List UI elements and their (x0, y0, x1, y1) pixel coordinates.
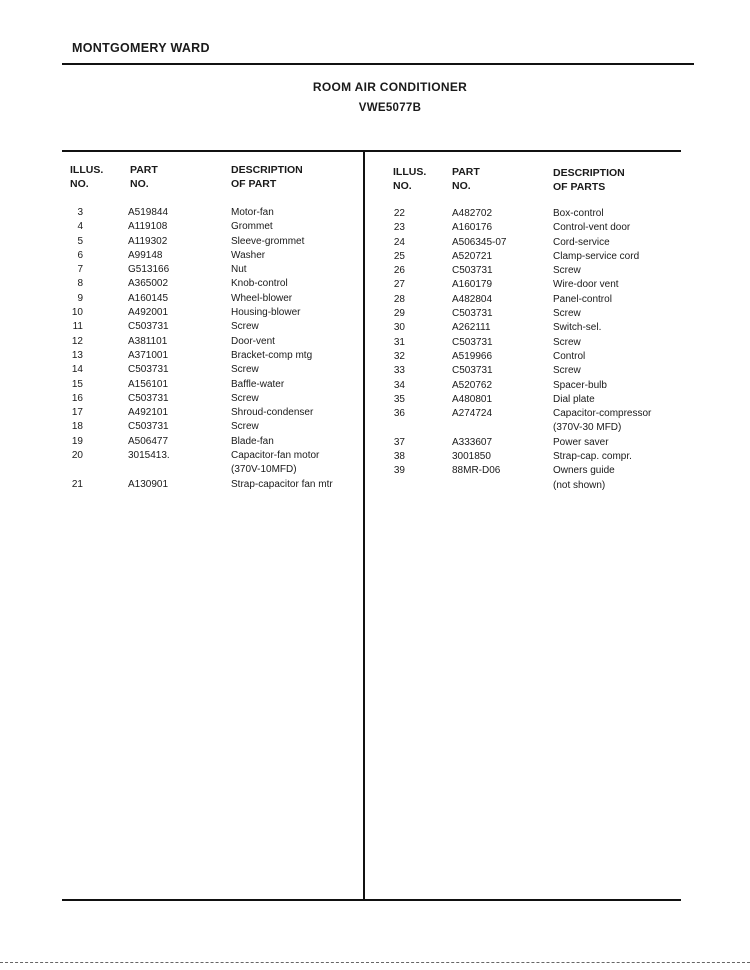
part-no: A520721 (452, 250, 493, 262)
parts-row (62, 378, 362, 392)
description-line: Screw (553, 336, 581, 348)
illus-no: 38 (393, 451, 405, 463)
part-description (231, 378, 284, 392)
part-description (553, 464, 615, 493)
description-line: Strap-cap. compr. (553, 451, 632, 463)
left-description-header (231, 163, 303, 191)
description-line: Screw (231, 392, 259, 404)
illus-no: 17 (71, 407, 83, 419)
description-line: Wire-door vent (553, 279, 619, 291)
left-parts-list (62, 206, 362, 492)
description-line: Baffle-water (231, 378, 285, 390)
right-parts-list (385, 207, 685, 493)
part-no: A119302 (128, 235, 168, 247)
illus-no: 34 (393, 379, 405, 391)
parts-row (62, 235, 362, 249)
part-no: 3015413. (128, 450, 170, 462)
part-description (231, 292, 292, 306)
part-no: A520762 (452, 379, 493, 391)
illus-no: 27 (393, 279, 405, 291)
parts-row (385, 393, 685, 407)
part-no: A130901 (128, 478, 169, 490)
parts-row (385, 436, 685, 450)
part-description (553, 364, 581, 378)
illus-no: 22 (393, 208, 405, 219)
part-no: A492101 (128, 407, 169, 419)
description-line: Dial plate (553, 393, 595, 405)
parts-row (62, 363, 362, 377)
part-no: A381101 (128, 335, 168, 347)
parts-row (385, 350, 685, 364)
illus-no: 30 (393, 322, 405, 334)
part-no: A480801 (452, 393, 493, 405)
part-no: C503731 (128, 392, 169, 404)
part-description (231, 478, 333, 492)
part-no: A519844 (128, 207, 169, 218)
illus-no: 23 (393, 222, 405, 234)
part-no: A99148 (128, 249, 163, 261)
parts-row (62, 220, 362, 234)
part-no: C503731 (452, 365, 493, 377)
part-description (553, 207, 604, 221)
illus-no: 3 (77, 207, 83, 218)
part-description (231, 320, 259, 334)
description-line: Shroud-condenser (231, 407, 314, 419)
description-line: Washer (231, 249, 266, 261)
page-edge-dashes (0, 962, 750, 963)
left-illus-header-line1: ILLUS. (70, 164, 104, 176)
illus-no: 7 (77, 264, 83, 276)
part-description (553, 350, 585, 364)
part-description (553, 307, 581, 321)
description-line: Housing-blower (231, 307, 301, 319)
illus-no: 29 (393, 308, 405, 320)
part-no: A156101 (128, 378, 169, 390)
parts-row (62, 406, 362, 420)
illus-no: 9 (77, 292, 83, 304)
illus-no: 19 (71, 435, 83, 447)
right-description-header (553, 166, 625, 194)
description-line: Bracket-comp mtg (231, 349, 313, 361)
description-line: Screw (231, 364, 259, 376)
part-no: A262111 (452, 322, 491, 334)
right-illus-header-line1: ILLUS. (393, 166, 427, 178)
left-illus-header (70, 163, 103, 191)
part-description (553, 264, 581, 278)
right-illus-header-line2: NO. (393, 180, 412, 192)
description-line: (370V-30 MFD) (553, 422, 622, 434)
right-part-header (452, 165, 480, 193)
header-rule (62, 63, 694, 65)
description-line: Sleeve-grommet (231, 235, 305, 247)
illus-no: 14 (71, 364, 83, 376)
part-no: A160145 (128, 292, 169, 304)
description-line: Spacer-bulb (553, 379, 607, 391)
description-line: Screw (553, 265, 581, 277)
part-no: A119108 (128, 221, 168, 233)
illus-no: 13 (71, 349, 83, 361)
parts-row (385, 364, 685, 378)
parts-row (385, 321, 685, 335)
part-no: A160176 (452, 222, 493, 234)
part-description (553, 393, 595, 407)
parts-row (62, 277, 362, 291)
illus-no: 24 (393, 236, 405, 248)
part-description (553, 236, 610, 250)
part-description (231, 263, 247, 277)
description-line: Box-control (553, 208, 604, 219)
parts-row (62, 206, 362, 220)
table-bottom-rule (62, 899, 681, 901)
part-description (231, 277, 288, 291)
part-no: A333607 (452, 436, 493, 448)
document-title: ROOM AIR CONDITIONER (312, 80, 468, 94)
part-no: A492001 (128, 307, 169, 319)
right-desc-header-line2: OF PARTS (553, 181, 606, 193)
model-number: VWE5077B (358, 102, 422, 114)
parts-row (62, 392, 362, 406)
left-part-header-line1: PART (130, 164, 158, 176)
part-description (553, 407, 651, 436)
part-no: G513166 (128, 264, 170, 276)
part-description (231, 349, 312, 363)
right-desc-header-line1: DESCRIPTION (553, 167, 625, 179)
description-line: Grommet (231, 221, 273, 233)
part-no: A371001 (128, 349, 169, 361)
description-line: Panel-control (553, 293, 612, 305)
description-line: (370V-10MFD) (231, 464, 297, 476)
part-description (231, 449, 319, 478)
description-line: Blade-fan (231, 435, 274, 447)
part-description (231, 235, 304, 249)
parts-row (62, 263, 362, 277)
part-description (553, 250, 639, 264)
part-no: A519966 (452, 350, 493, 362)
part-description (553, 436, 609, 450)
description-line: Nut (231, 264, 247, 276)
part-no: C503731 (452, 308, 493, 320)
illus-no: 37 (393, 436, 405, 448)
illus-no: 21 (71, 478, 83, 490)
parts-row (385, 407, 685, 436)
part-no: A506477 (128, 435, 169, 447)
right-part-header-line2: NO. (452, 180, 471, 192)
description-line: Capacitor-compressor (553, 408, 652, 420)
illus-no: 12 (71, 335, 83, 347)
parts-row (62, 249, 362, 263)
illus-no: 8 (77, 278, 83, 290)
parts-row (385, 207, 685, 221)
illus-no: 11 (72, 321, 83, 333)
parts-row (385, 236, 685, 250)
description-line: Control-vent door (553, 222, 631, 234)
parts-row (62, 420, 362, 434)
part-no: C503731 (452, 336, 493, 348)
description-line: Strap-capacitor fan mtr (231, 478, 333, 490)
part-no: C503731 (128, 364, 169, 376)
part-description (231, 392, 259, 406)
illus-no: 28 (393, 293, 405, 305)
parts-row (62, 292, 362, 306)
parts-row (385, 307, 685, 321)
parts-row (385, 250, 685, 264)
left-illus-header-line2: NO. (70, 178, 89, 190)
parts-row (62, 306, 362, 320)
parts-row (385, 379, 685, 393)
part-description (553, 221, 630, 235)
illus-no: 32 (393, 350, 405, 362)
right-part-header-line1: PART (452, 166, 480, 178)
part-description (231, 420, 259, 434)
illus-no: 6 (77, 249, 83, 261)
parts-row (385, 464, 685, 493)
part-no: 88MR-D06 (452, 465, 501, 477)
part-description (231, 435, 274, 449)
part-description (231, 220, 273, 234)
part-description (553, 336, 581, 350)
part-no: C503731 (128, 321, 169, 333)
description-line: Knob-control (231, 278, 288, 290)
part-description (231, 206, 274, 220)
part-no: A365002 (128, 278, 169, 290)
part-no: A274724 (452, 408, 493, 420)
description-line: Screw (231, 421, 259, 433)
illus-no: 5 (77, 235, 83, 247)
parts-row (62, 449, 362, 478)
illus-no: 36 (393, 408, 405, 420)
description-line: (not shown) (553, 479, 606, 491)
left-part-header (130, 163, 158, 191)
description-line: Cord-service (553, 236, 610, 248)
description-line: Door-vent (231, 335, 275, 347)
part-no: A160179 (452, 279, 493, 291)
illus-no: 20 (71, 450, 83, 462)
right-illus-header (393, 165, 426, 193)
part-description (231, 306, 300, 320)
description-line: Screw (553, 308, 581, 320)
part-description (231, 335, 275, 349)
part-description (553, 278, 619, 292)
parts-row (385, 450, 685, 464)
illus-no: 33 (393, 365, 405, 377)
illus-no: 18 (71, 421, 83, 433)
left-desc-header-line1: DESCRIPTION (231, 164, 303, 176)
part-description (553, 321, 601, 335)
part-no: 3001850 (452, 451, 491, 463)
parts-row (62, 435, 362, 449)
description-line: Motor-fan (231, 207, 274, 218)
illus-no: 16 (71, 392, 83, 404)
description-line: Screw (231, 321, 259, 333)
description-line: Control (553, 350, 586, 362)
part-no: C503731 (128, 421, 169, 433)
parts-row (385, 278, 685, 292)
description-line: Switch-sel. (553, 322, 602, 334)
part-description (231, 363, 259, 377)
parts-row (385, 293, 685, 307)
illus-no: 31 (393, 336, 405, 348)
description-line: Capacitor-fan motor (231, 450, 320, 462)
illus-no: 10 (71, 307, 83, 319)
left-part-header-line2: NO. (130, 178, 149, 190)
part-no: C503731 (452, 265, 493, 277)
part-description (231, 249, 265, 263)
parts-row (62, 478, 362, 492)
table-top-rule (62, 150, 681, 152)
part-no: A482702 (452, 208, 493, 219)
illus-no: 15 (71, 378, 83, 390)
part-description (553, 293, 612, 307)
description-line: Clamp-service cord (553, 250, 640, 262)
description-line: Screw (553, 365, 581, 377)
parts-row (62, 335, 362, 349)
part-description (553, 450, 632, 464)
part-description (231, 406, 313, 420)
parts-row (62, 320, 362, 334)
parts-row (62, 349, 362, 363)
parts-row (385, 264, 685, 278)
description-line: Wheel-blower (231, 292, 293, 304)
part-no: A482804 (452, 293, 493, 305)
column-divider (363, 151, 365, 900)
illus-no: 26 (393, 265, 405, 277)
description-line: Owners guide (553, 465, 615, 477)
brand-name: MONTGOMERY WARD (72, 41, 210, 55)
illus-no: 4 (77, 221, 83, 233)
part-no: A506345-07 (452, 236, 507, 248)
description-line: Power saver (553, 436, 609, 448)
part-description (553, 379, 607, 393)
left-desc-header-line2: OF PART (231, 178, 277, 190)
illus-no: 35 (393, 393, 405, 405)
parts-row (385, 336, 685, 350)
illus-no: 25 (393, 250, 405, 262)
illus-no: 39 (393, 465, 405, 477)
parts-row (385, 221, 685, 235)
